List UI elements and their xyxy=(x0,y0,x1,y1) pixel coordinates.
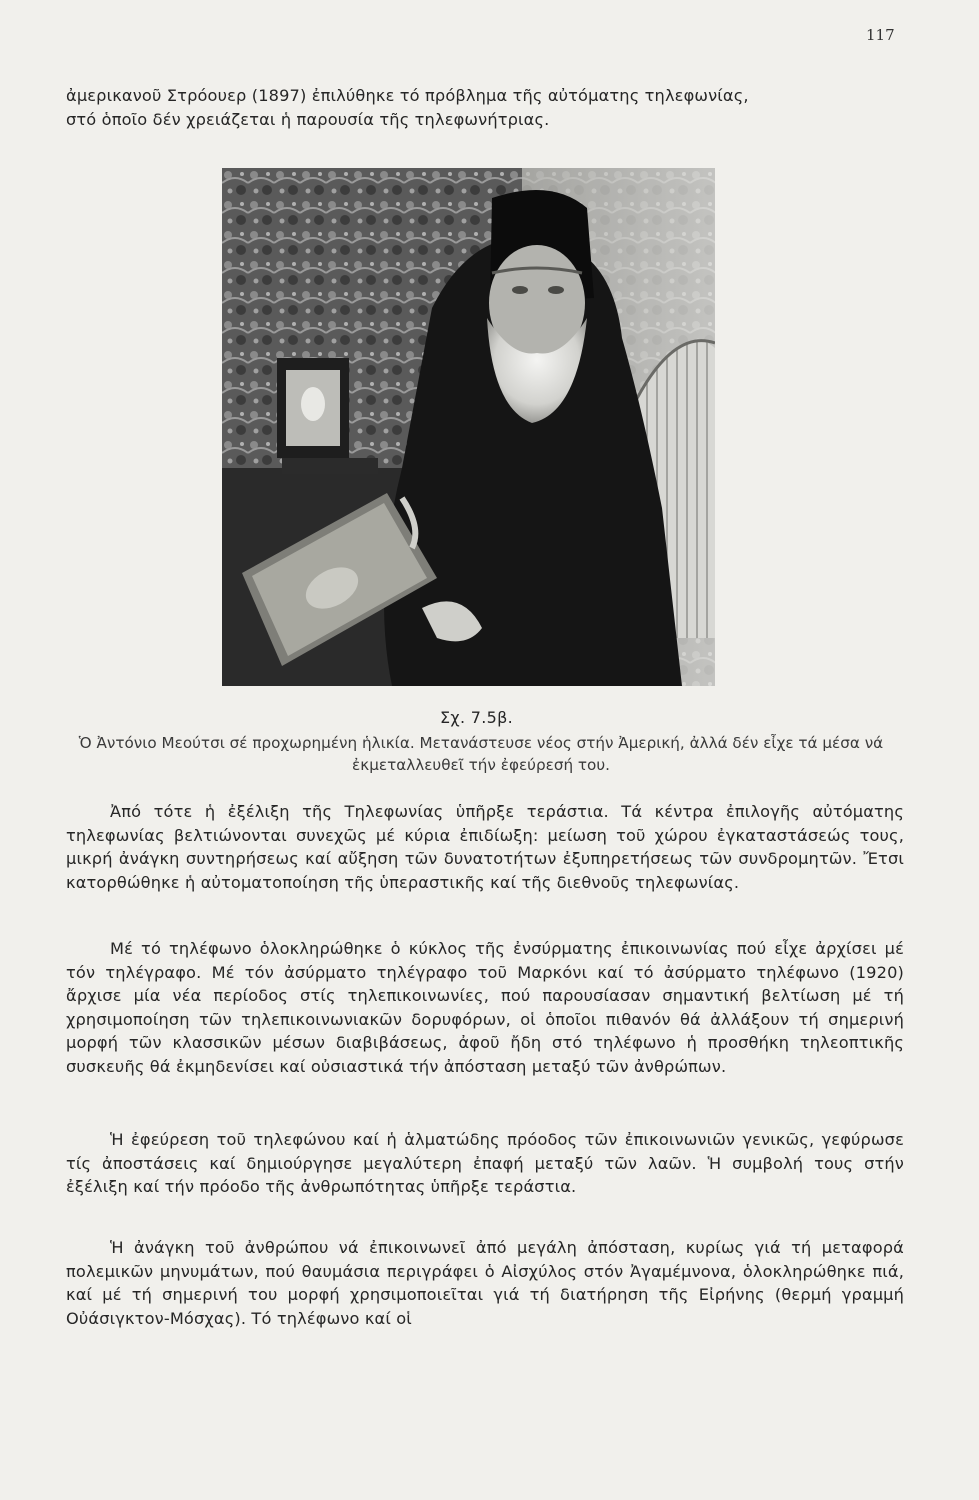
page-number: 117 xyxy=(866,26,895,44)
paragraph-4: Ἡ ἀνάγκη τοῦ ἀνθρώπου νά ἐπικοινωνεῖ ἀπό μεγάλη ἀπόσταση, κυρίως γιά τή μεταφορά πολεμικῶν μηνυμάτων, πού θαυμάσια περιγράφει ὁ Αἰσχύλος στόν Ἀγαμέμνονα, ὁλοκληρώθηκε πιά, καί μέ τή σημερινή του μορφή χρησιμοποιεῖται γιά τή διατήρηση τῆς Εἰρήνης (θερμή γραμμή Οὐάσιγκτον-Μόσχας). Τό τηλέφωνο καί οἱ xyxy=(66,1238,904,1328)
intro-line-2: στό ὁποῖο δέν χρειάζεται ἡ παρουσία τῆς τηλεφωνήτριας. xyxy=(66,110,550,129)
figure-label: Σχ. 7.5β. xyxy=(440,708,513,727)
intro-line-1: ἀμερικανοῦ Στρόουερ (1897) ἐπιλύθηκε τό πρόβλημα τῆς αὐτόματης τηλεφωνίας, xyxy=(66,86,749,105)
paragraph-3: Ἡ ἐφεύρεση τοῦ τηλεφώνου καί ἡ ἁλματώδης πρόοδος τῶν ἐπικοινωνιῶν γενικῶς, γεφύρωσε τίς ἀποστάσεις καί δημιούργησε μεγαλύτερη ἐπαφή μεταξύ τῶν λαῶν. Ἡ συμβολή τους στήν ἐξέλιξη καί τήν πρόοδο τῆς ἀνθρωπότητας ὑπῆρξε τεράστια. xyxy=(66,1130,904,1197)
paragraph-2: Μέ τό τηλέφωνο ὁλοκληρώθηκε ὁ κύκλος τῆς ἐνσύρματης ἐπικοινωνίας πού εἶχε ἀρχίσει μέ τόν τηλέγραφο. Μέ τόν ἀσύρματο τηλέγραφο τοῦ Μαρκόνι καί τό ἀσύρματο τηλέφωνο (1920) ἄρχισε μία νέα περίοδος στίς τηλεπικοινωνίες, πού παρουσίασαν σημαντική βελτίωση μέ τή χρησιμοποίηση τῶν τηλεπικοινωνιακῶν δορυφόρων, οἱ ὁποῖοι πιθανόν θά ἀλλάξουν τή σημερινή μορφή τῶν κλασσικῶν μέσων διαβιβάσεως, ἀφοῦ ἤδη στό τηλέφωνο ἡ προσθήκη τηλεοπτικῆς συσκευῆς θά ἐκμηδενίσει καί οὐσιαστικά τήν ἀπόσταση μεταξύ τῶν ἀνθρώπων. xyxy=(66,939,904,1076)
paragraph-1: Ἀπό τότε ἡ ἐξέλιξη τῆς Τηλεφωνίας ὑπῆρξε τεράστια. Τά κέντρα ἐπιλογῆς αὐτόματης τηλεφωνίας βελτιώνονται συνεχῶς μέ κύρια ἐπιδίωξη: μείωση τοῦ χώρου ἐγκαταστάσεώς τους, μικρή ἀνάγκη συντηρήσεως καί αὔξηση τῶν δυνατοτήτων ἐξυπηρετήσεως τῶν συνδρομητῶν. Ἔτσι κατορθώθηκε ἡ αὐτοματοποίηση τῆς ὑπεραστικῆς καί τῆς διεθνοῦς τηλεφωνίας. xyxy=(66,802,904,892)
figure-caption: Ὁ Ἀντόνιο Μεούτσι σέ προχωρημένη ἡλικία. Μετανάστευσε νέος στήν Ἀμερική, ἀλλά δέν εἶχε τά μέσα νά ἐκμεταλλευθεῖ τήν ἐφεύρεσή του. xyxy=(78,734,884,774)
portrait-photo xyxy=(222,168,715,686)
